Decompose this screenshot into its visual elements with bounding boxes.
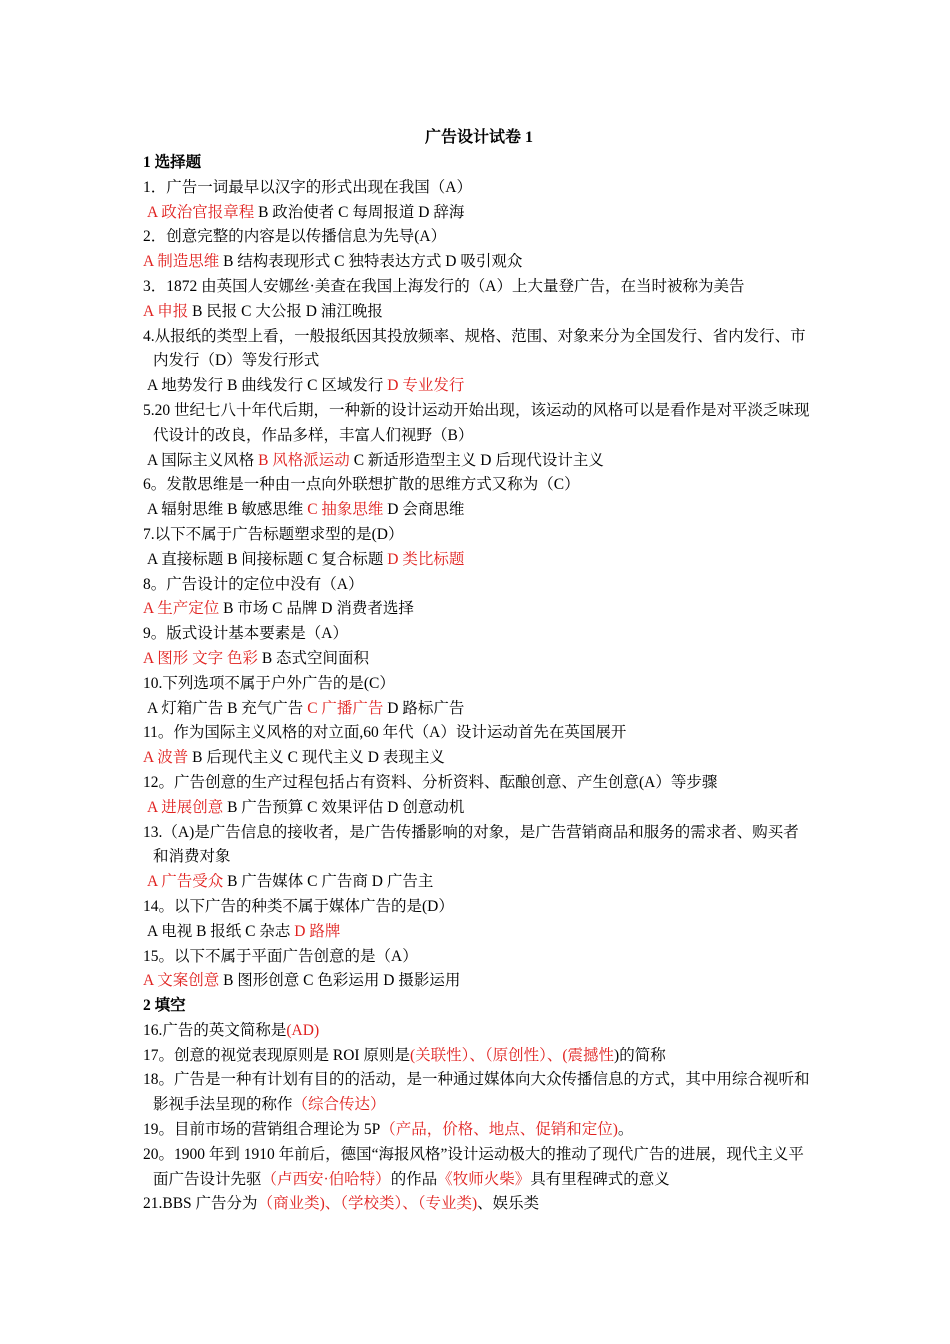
question-options — [143, 920, 813, 945]
question-text: 17。创意的视觉表现原则是 ROI 原则是 — [143, 1046, 410, 1064]
other-options: B 后现代主义 C 现代主义 D 表现主义 — [188, 749, 445, 767]
correct-answer: D 类比标题 — [387, 550, 465, 568]
question-options — [143, 548, 813, 573]
question-options — [143, 969, 813, 994]
question-text: 21.BBS 广告分为 — [143, 1195, 258, 1213]
question-stem: 3．1872 由英国人安娜丝·美查在我国上海发行的（A）上大量登广告，在当时被称为美告 — [143, 277, 745, 295]
question-stem: 11。作为国际主义风格的对立面,60 年代（A）设计运动首先在英国展开 — [143, 724, 627, 742]
exam-body — [143, 124, 813, 1217]
other-options: B 广告媒体 C 广告商 D 广告主 — [223, 873, 434, 891]
other-options: B 结构表现形式 C 独特表达方式 D 吸引观众 — [219, 253, 523, 271]
question-text: 16.广告的英文简称是 — [143, 1021, 287, 1039]
other-options: A 地势发行 B 曲线发行 C 区域发行 — [147, 377, 388, 395]
question-stem: 13.（A)是广告信息的接收者，是广告传播影响的对象，是广告营销商品和服务的需求者、购买者和消费对象 — [143, 823, 799, 866]
fill-question — [143, 1192, 813, 1217]
fill-answer: （商业类)、（学校类）、（专业类) — [257, 1195, 478, 1213]
question-options — [143, 647, 813, 672]
question-options — [143, 697, 813, 722]
question-text: 18。广告是一种有计划有目的的活动，是一种通过媒体向大众传播信息的方式，其中用综合视听和影视手法呈现的称作 — [143, 1071, 810, 1114]
question-stem: 1．广告一词最早以汉字的形式出现在我国（A） — [143, 178, 472, 196]
question-options — [143, 597, 813, 622]
question-stem: 5.20 世纪七八十年代后期，一种新的设计运动开始出现，该运动的风格可以是看作是对平淡乏味现代设计的改良，作品多样，丰富人们视野（B） — [143, 401, 810, 444]
fill-answer: （综合传达） — [292, 1096, 386, 1114]
correct-answer: A 文案创意 — [143, 972, 220, 990]
question-stem: 8。广告设计的定位中没有（A） — [143, 575, 364, 593]
section-heading-fill: 2 填空 — [143, 997, 186, 1015]
correct-answer: A 制造思维 — [143, 253, 220, 271]
question-stem: 6。发散思维是一种由一点向外联想扩散的思维方式又称为（C） — [143, 476, 580, 494]
question-text: 具有里程碑式的意义 — [530, 1170, 670, 1188]
fill-question — [143, 1118, 813, 1143]
question-options — [143, 870, 813, 895]
correct-answer: A 生产定位 — [143, 600, 220, 618]
correct-answer: B 风格派运动 — [258, 451, 350, 469]
other-options: C 新适形造型主义 D 后现代设计主义 — [349, 451, 604, 469]
question-options — [143, 746, 813, 771]
correct-answer: D 路牌 — [294, 922, 341, 940]
question-text: 19。目前市场的营销组合理论为 5P — [143, 1121, 381, 1139]
section-heading-choice: 1 选择题 — [143, 154, 202, 171]
question-text: 、娱乐类 — [477, 1195, 540, 1213]
question-options — [143, 201, 813, 226]
question-options — [143, 449, 813, 474]
other-options: B 民报 C 大公报 D 浦江晚报 — [188, 302, 383, 320]
question-text: 。 — [617, 1121, 634, 1139]
other-options: D 会商思维 — [383, 501, 465, 519]
question-stem: 10.下列选项不属于户外广告的是(C） — [143, 674, 395, 692]
other-options: A 国际主义风格 — [147, 451, 259, 469]
fill-question — [143, 1019, 813, 1044]
other-options: A 辐射思维 B 敏感思维 — [147, 501, 308, 519]
question-text: 的作品 — [390, 1170, 438, 1188]
fill-answer: （卢西安·伯哈特） — [261, 1170, 391, 1188]
correct-answer: A 波普 — [143, 749, 189, 767]
question-options — [143, 796, 813, 821]
other-options: A 电视 B 报纸 C 杂志 — [147, 922, 295, 940]
page-title: 广告设计试卷 1 — [424, 129, 533, 146]
question-stem: 15。以下不属于平面广告创意的是（A） — [143, 947, 418, 965]
correct-answer: C 抽象思维 — [307, 501, 384, 519]
question-text: )的简称 — [614, 1046, 666, 1064]
other-options: B 态式空间面积 — [257, 649, 370, 667]
correct-answer: A 进展创意 — [147, 798, 224, 816]
question-text: 20。1900 年到 1910 年前后，德国“海报风格”设计运动极大的推动了现代广告的进展，现代主义平面广告设计先驱 — [143, 1145, 804, 1188]
question-options — [143, 374, 813, 399]
other-options: B 图形创意 C 色彩运用 D 摄影运用 — [219, 972, 461, 990]
fill-answer: (AD) — [286, 1021, 320, 1039]
correct-answer: A 申报 — [143, 302, 189, 320]
other-options: D 路标广告 — [383, 699, 465, 717]
fill-question — [143, 1044, 813, 1069]
question-stem: 12。广告创意的生产过程包括占有资料、分析资料、酝酿创意、产生创意(A）等步骤 — [143, 773, 718, 791]
correct-answer: A 图形 文字 色彩 — [143, 649, 258, 667]
question-stem: 4.从报纸的类型上看，一般报纸因其投放频率、规格、范围、对象来分为全国发行、省内发行、市内发行（D）等发行形式 — [143, 327, 806, 370]
question-stem: 2．创意完整的内容是以传播信息为先导(A） — [143, 228, 447, 246]
fill-answer: (关联性）、（原创性）、(震撼性 — [409, 1046, 615, 1064]
other-options: B 政治使者 C 每周报道 D 辞海 — [254, 203, 465, 221]
question-stem: 14。以下广告的种类不属于媒体广告的是(D） — [143, 897, 454, 915]
fill-question — [143, 1143, 813, 1193]
fill-answer: 《牧师火柴》 — [437, 1170, 531, 1188]
other-options: A 灯箱广告 B 充气广告 — [147, 699, 308, 717]
other-options: B 市场 C 品牌 D 消费者选择 — [219, 600, 414, 618]
fill-question — [143, 1068, 813, 1118]
other-options: B 广告预算 C 效果评估 D 创意动机 — [223, 798, 465, 816]
question-stem: 9。版式设计基本要素是（A） — [143, 625, 348, 643]
correct-answer: A 广告受众 — [147, 873, 224, 891]
fill-answer: （产品，价格、地点、促销和定位) — [380, 1121, 618, 1139]
other-options: A 直接标题 B 间接标题 C 复合标题 — [147, 550, 388, 568]
question-stem: 7.以下不属于广告标题塑求型的是(D） — [143, 525, 404, 543]
question-options — [143, 250, 813, 275]
correct-answer: D 专业发行 — [387, 377, 465, 395]
question-options — [143, 300, 813, 325]
correct-answer: C 广播广告 — [307, 699, 384, 717]
question-options — [143, 498, 813, 523]
correct-answer: A 政治官报章程 — [147, 203, 255, 221]
